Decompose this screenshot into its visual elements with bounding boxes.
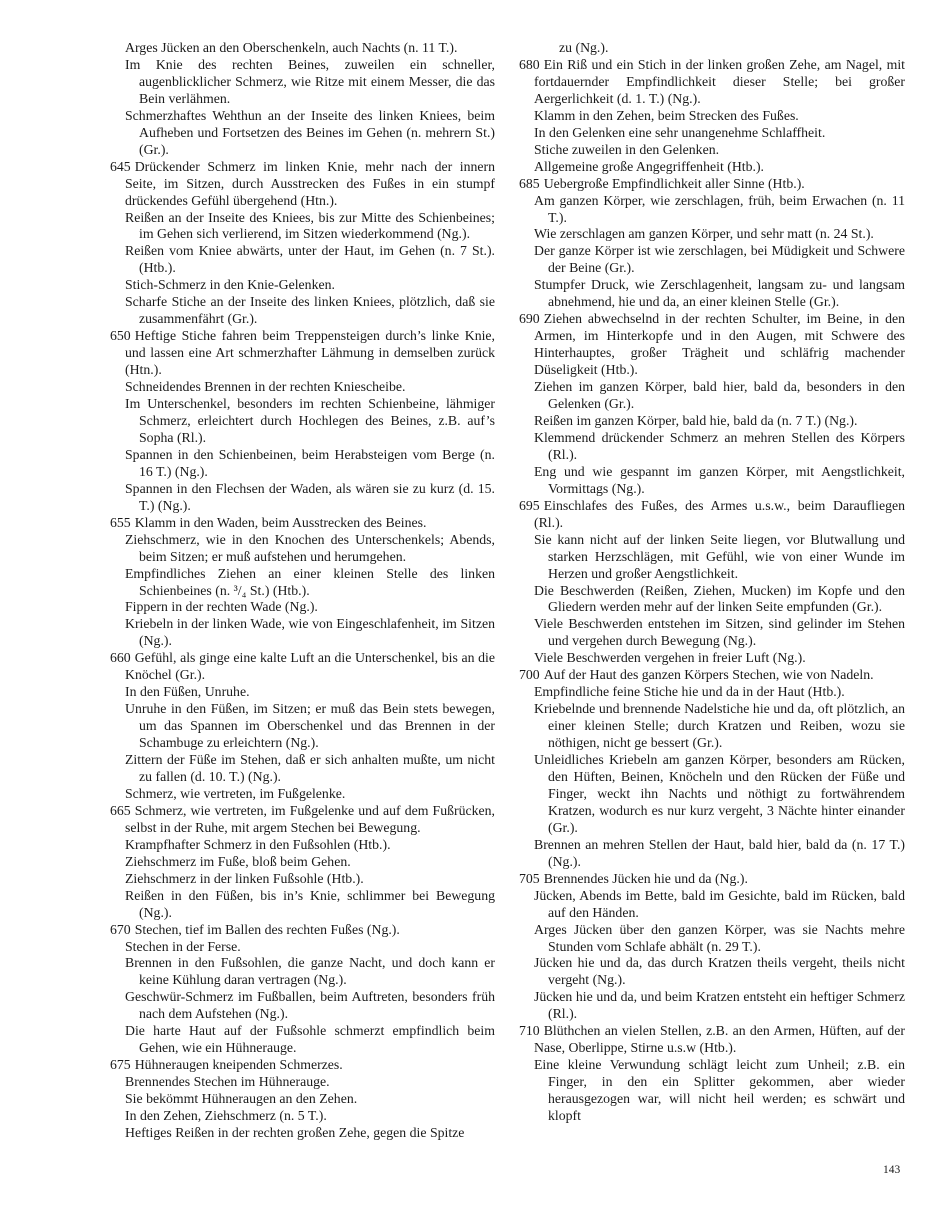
entry-text: Am ganzen Körper, wie zerschlagen, früh, beim Erwachen (n. 11 T.). (534, 192, 905, 225)
entry (110, 650, 495, 684)
entry-text: Kriebeln in der linken Wade, wie von Eingeschlafenheit, im Sitzen (Ng.). (125, 616, 495, 649)
entry-text: Spannen in den Schienbeinen, beim Herabsteigen vom Berge (n. 16 T.) (Ng.). (125, 446, 495, 479)
entry (110, 786, 495, 803)
entry-text: Reißen im ganzen Körper, bald hie, bald da (n. 7 T.) (Ng.). (534, 412, 858, 428)
entry (110, 447, 495, 481)
entry-text: Arges Jücken über den ganzen Körper, was sie Nachts mehre Stunden vom Schlafe abhält (n. 29 T.). (534, 921, 905, 954)
entry (519, 277, 905, 311)
entry (519, 888, 905, 922)
entry-number: 655 (110, 514, 131, 530)
entry-text: Wie zerschlagen am ganzen Körper, und sehr matt (n. 24 St.). (534, 226, 874, 242)
entry-text: Heftige Stiche fahren beim Treppensteigen durch’s linke Knie, und lassen eine Art schmerzhafter Lähmung in demselben zurück (Htn.). (125, 328, 495, 378)
entry-text: Klamm in den Waden, beim Ausstrecken des Beines. (134, 514, 427, 530)
entry-number: 675 (110, 1057, 131, 1073)
entry (519, 57, 905, 108)
entry (110, 922, 495, 939)
entry-text: Gefühl, als ginge eine kalte Luft an die Unterschenkel, bis an die Knöchel (Gr.). (125, 650, 495, 683)
entry (519, 1023, 905, 1057)
entry (110, 40, 495, 57)
entry (110, 837, 495, 854)
entry (110, 532, 495, 566)
entry (519, 430, 905, 464)
entry (519, 667, 905, 684)
entry-number: 660 (110, 650, 131, 666)
entry (519, 684, 905, 701)
entry-text: zu (Ng.). (559, 40, 609, 55)
entry-text: Stechen in der Ferse. (125, 938, 241, 954)
entry (110, 328, 495, 379)
entry-text: Ziehschmerz, wie in den Knochen des Unterschenkels; Abends, beim Sitzen; er muß aufstehen und herumgehen. (125, 531, 495, 564)
entry (519, 226, 905, 243)
entry-text: Spannen in den Flechsen der Waden, als wären sie zu kurz (d. 15. T.) (Ng.). (125, 480, 495, 513)
entry-number: 695 (519, 497, 540, 513)
entry-text: Der ganze Körper ist wie zerschlagen, bei Müdigkeit und Schwere der Beine (Gr.). (534, 243, 905, 276)
entry-text: Geschwür-Schmerz im Fußballen, beim Auftreten, besonders früh nach dem Aufstehen (Ng.). (125, 989, 495, 1022)
entry (110, 871, 495, 888)
entry-text: Stechen, tief im Ballen des rechten Fußes (Ng.). (134, 921, 400, 937)
entry-text: Ein Riß und ein Stich in der linken großen Zehe, am Nagel, mit fortdauernder Empfindlichkeit dieser Stelle; bei großer Aergerlichkeit (d. 1. T.) (Ng.). (534, 56, 905, 106)
entry-text: Unruhe in den Füßen, im Sitzen; er muß das Bein stets bewegen, um das Spannen im Oberschenkel und das Brennen in der Schambuge zu erleichtern (Ng.). (125, 701, 495, 751)
entry-text: Eine kleine Verwundung schlägt leicht zum Unheil; z.B. ein Finger, in den ein Splitter gekommen, aber wieder herausgezogen war, will nicht heil werden; es schwärt und klopft (534, 1057, 905, 1124)
entry (110, 57, 495, 108)
entry-text: Empfindliches Ziehen an einer kleinen Stelle des linken Schienbeines (n. ³/₄ St.) (Htb.). (125, 565, 495, 598)
entry (519, 176, 905, 193)
entry (110, 599, 495, 616)
entry-text: Schmerz, wie vertreten, im Fußgelenke. (125, 785, 346, 801)
entry-number: 690 (519, 311, 540, 327)
left-column (110, 40, 495, 1142)
entry-text: Stumpfer Druck, wie Zerschlagenheit, langsam zu- und langsam abnehmend, hie und da, an einer kleinen Stelle (Gr.). (534, 277, 905, 310)
entry (110, 243, 495, 277)
entry-text: Einschlafes des Fußes, des Armes u.s.w., beim Daraufliegen (Rl.). (534, 497, 905, 530)
entry (110, 854, 495, 871)
entry (519, 243, 905, 277)
entry (110, 803, 495, 837)
entry (519, 142, 905, 159)
entry (519, 311, 905, 379)
entry (110, 939, 495, 956)
entry-text: Eng und wie gespannt im ganzen Körper, mit Aengstlichkeit, Vormittags (Ng.). (534, 463, 905, 496)
entry (110, 955, 495, 989)
entry-text: Brennen an mehren Stellen der Haut, bald hier, bald da (n. 17 T.) (Ng.). (534, 836, 905, 869)
entry (519, 1057, 905, 1125)
entry-text: Viele Beschwerden entstehen im Sitzen, sind gelinder im Stehen und vergehen durch Bewegung (Ng.). (534, 616, 905, 649)
entry-text: Reißen vom Kniee abwärts, unter der Haut, im Gehen (n. 7 St.). (Htb.). (125, 243, 495, 276)
entry-number: 670 (110, 921, 131, 937)
entry-text: Scharfe Stiche an der Inseite des linken Kniees, plötzlich, daß sie zusammenfährt (Gr.). (125, 294, 495, 327)
entry-number: 710 (519, 1023, 540, 1039)
entry (519, 379, 905, 413)
entry-text: Auf der Haut des ganzen Körpers Stechen, wie von Nadeln. (543, 667, 874, 683)
entry-number: 665 (110, 802, 131, 818)
entry (110, 566, 495, 600)
entry-text: Ziehen abwechselnd in der rechten Schulter, im Beine, in den Armen, im Hinterkopfe und in den Augen, mit Schwere des Hinterhauptes, großer Trägheit und schläfrig machender Düseligkeit (Htb.). (534, 311, 905, 378)
entry-text: Im Knie des rechten Beines, zuweilen ein schneller, augenblicklicher Schmerz, wie Ritze mit einem Messer, die das Bein verlähmen. (125, 56, 495, 106)
entry-text: Schmerzhaftes Wehthun an der Inseite des linken Kniees, beim Aufheben und Fortsetzen des Beines im Gehen (n. mehrern St.) (Gr.). (125, 107, 495, 157)
entry-text: Jücken, Abends im Bette, bald im Gesichte, bald im Rücken, bald auf den Händen. (534, 887, 905, 920)
entry (110, 989, 495, 1023)
entry (519, 108, 905, 125)
entry (519, 464, 905, 498)
entry (519, 871, 905, 888)
entry (110, 1074, 495, 1091)
entry-text: Schneidendes Brennen in der rechten Kniescheibe. (125, 379, 406, 395)
entry-text: Hühneraugen kneipenden Schmerzes. (134, 1057, 343, 1073)
entry (110, 701, 495, 752)
entry-text: Uebergroße Empfindlichkeit aller Sinne (Htb.). (543, 175, 805, 191)
entry (110, 277, 495, 294)
entry (110, 515, 495, 532)
entry (110, 108, 495, 159)
entry (110, 1108, 495, 1125)
entry-text: Kriebelnde und brennende Nadelstiche hie und da, oft plötzlich, an einer kleinen Stelle; durch Kratzen und Reiben, wozu sie nöthigen, nicht ge bessert (Gr.). (534, 701, 905, 751)
entry (519, 955, 905, 989)
entry-text: Blüthchen an vielen Stellen, z.B. an den Armen, Hüften, auf der Nase, Oberlippe, Stirne u.s.w (Htb.). (534, 1023, 905, 1056)
entry (519, 40, 905, 57)
entry-number: 680 (519, 56, 540, 72)
entry (110, 396, 495, 447)
entry-text: In den Füßen, Unruhe. (125, 684, 250, 700)
entry-text: Ziehen im ganzen Körper, bald hier, bald da, besonders in den Gelenken (Gr.). (534, 379, 905, 412)
entry-number: 645 (110, 158, 131, 174)
entry (110, 379, 495, 396)
entry-text: Sie bekömmt Hühneraugen an den Zehen. (125, 1091, 358, 1107)
entry (519, 616, 905, 650)
entry (519, 193, 905, 227)
entry (519, 125, 905, 142)
entry (519, 159, 905, 176)
entry (519, 413, 905, 430)
entry-text: Fippern in der rechten Wade (Ng.). (125, 599, 318, 615)
entry (519, 837, 905, 871)
entry (519, 650, 905, 667)
entry-text: Jücken hie und da, und beim Kratzen entsteht ein heftiger Schmerz (Rl.). (534, 989, 905, 1022)
page-number: 143 (883, 1164, 901, 1176)
entry (110, 1125, 495, 1142)
entry-text: Krampfhafter Schmerz in den Fußsohlen (Htb.). (125, 836, 391, 852)
entry (110, 210, 495, 244)
entry (519, 701, 905, 752)
entry-text: In den Gelenken eine sehr unangenehme Schlaffheit. (534, 124, 826, 140)
entry-text: Allgemeine große Angegriffenheit (Htb.). (534, 158, 765, 174)
entry-text: Drückender Schmerz im linken Knie, mehr nach der innern Seite, im Sitzen, durch Ausstrecken des Fußes in ein stumpf drückendes Gefühl übergehend (Htn.). (125, 158, 495, 208)
entry (519, 532, 905, 583)
entry-text: Die harte Haut auf der Fußsohle schmerzt empfindlich beim Gehen, wie ein Hühnerauge. (125, 1023, 495, 1056)
entry (519, 989, 905, 1023)
entry-text: Klemmend drückender Schmerz an mehren Stellen des Körpers (Rl.). (534, 429, 905, 462)
entry-text: Brennendes Jücken hie und da (Ng.). (543, 870, 748, 886)
entry-text: Die Beschwerden (Reißen, Ziehen, Mucken) im Kopfe und den Gliedern werden mehr auf der linken Seite empfunden (Gr.). (534, 582, 905, 615)
entry (110, 752, 495, 786)
entry (110, 684, 495, 701)
entry-text: Empfindliche feine Stiche hie und da in der Haut (Htb.). (534, 684, 845, 700)
entry-text: Brennen in den Fußsohlen, die ganze Nacht, und doch kann er keine Kühlung daran vertragen (Ng.). (125, 955, 495, 988)
entry (110, 1057, 495, 1074)
entry (110, 294, 495, 328)
entry-text: Stich-Schmerz in den Knie-Gelenken. (125, 277, 335, 293)
entry-text: In den Zehen, Ziehschmerz (n. 5 T.). (125, 1108, 327, 1124)
entry-text: Reißen an der Inseite des Kniees, bis zur Mitte des Schienbeines; im Gehen sich verlierend, im Sitzen wiederkommend (Ng.). (125, 209, 495, 242)
entry-text: Arges Jücken an den Oberschenkeln, auch Nachts (n. 11 T.). (125, 40, 458, 55)
entry (110, 1091, 495, 1108)
entry-text: Im Unterschenkel, besonders im rechten Schienbeine, lähmiger Schmerz, erleichtert durch Hochlegen des Beines, z.B. auf’s Sopha (Rl.). (125, 396, 495, 445)
entry-text: Ziehschmerz in der linken Fußsohle (Htb.). (125, 870, 364, 886)
entry-text: Stiche zuweilen in den Gelenken. (534, 141, 720, 157)
entry-number: 685 (519, 175, 540, 191)
entry-text: Schmerz, wie vertreten, im Fußgelenke und auf dem Fußrücken, selbst in der Ruhe, mit argem Stechen bei Bewegung. (125, 802, 495, 835)
entry (110, 159, 495, 210)
entry (110, 616, 495, 650)
entry-text: Reißen in den Füßen, bis in’s Knie, schlimmer bei Bewegung (Ng.). (125, 887, 495, 920)
entry (519, 922, 905, 956)
entry (110, 888, 495, 922)
entry-number: 705 (519, 870, 540, 886)
entry-text: Sie kann nicht auf der linken Seite liegen, vor Blutwallung und starken Herzschlägen, mit Gefühl, wie von einer Wunde im Herzen und großer Aengstlichkeit. (534, 531, 905, 581)
entry-number: 700 (519, 667, 540, 683)
entry-text: Ziehschmerz im Fuße, bloß beim Gehen. (125, 853, 351, 869)
entry-text: Brennendes Stechen im Hühnerauge. (125, 1074, 330, 1090)
right-column (519, 40, 905, 1125)
entry (110, 1023, 495, 1057)
entry (110, 481, 495, 515)
entry-text: Zittern der Füße im Stehen, daß er sich anhalten mußte, um nicht zu fallen (d. 10. T.) (Ng.). (125, 752, 495, 784)
entry-text: Jücken hie und da, das durch Kratzen theils vergeht, theils nicht vergeht (Ng.). (534, 955, 905, 988)
entry (519, 498, 905, 532)
entry-text: Unleidliches Kriebeln am ganzen Körper, besonders am Rücken, den Hüften, Beinen, Knöcheln und den Rücken der Füße und Finger, weckt ihn Nachts und nöthigt zu fortwährendem Kratzen, wodurch es nur kurz vergeht, 3 Nächte hinter einander (Gr.). (534, 752, 905, 835)
entry-number: 650 (110, 328, 131, 344)
entry-text: Klamm in den Zehen, beim Strecken des Fußes. (534, 107, 799, 123)
entry-text: Heftiges Reißen in der rechten großen Zehe, gegen die Spitze (125, 1125, 465, 1140)
entry-text: Viele Beschwerden vergehen in freier Luft (Ng.). (534, 650, 806, 666)
entry (519, 583, 905, 617)
entry (519, 752, 905, 837)
